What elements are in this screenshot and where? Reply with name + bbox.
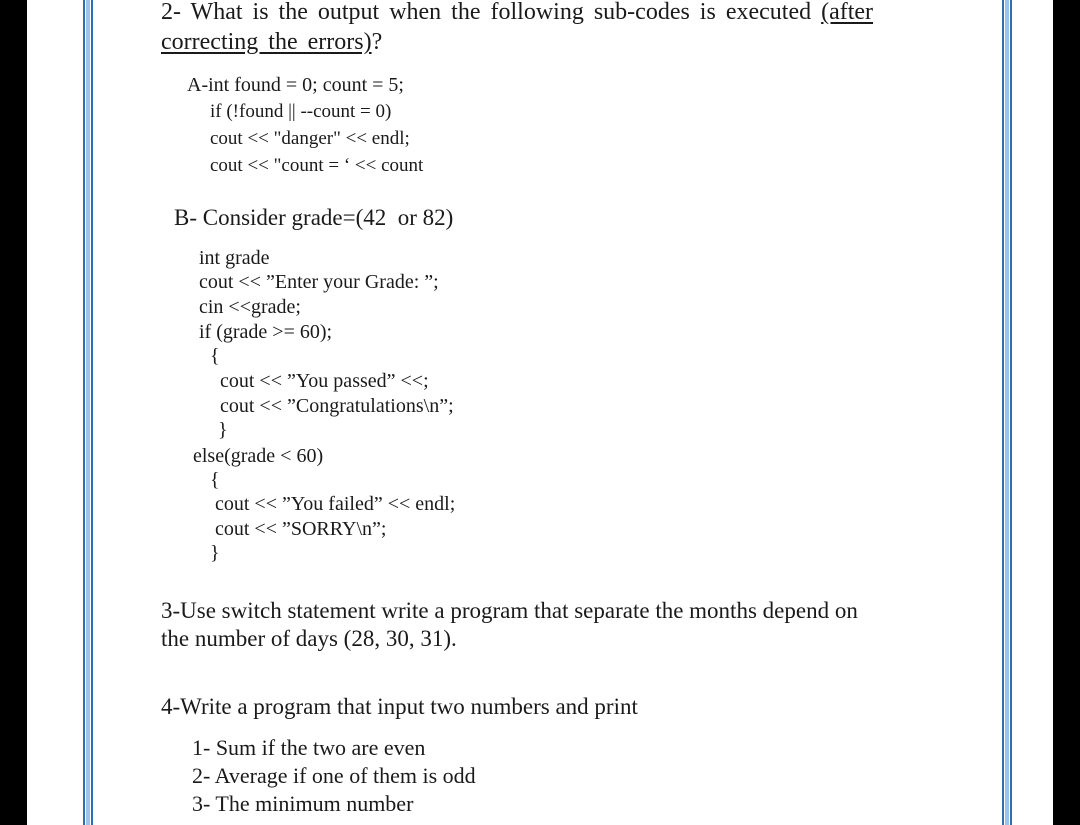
part-b-line-10: { xyxy=(210,469,220,491)
part-a-line-2: if (!found || --count = 0) xyxy=(210,101,392,122)
question-4-item-3: 3- The minimum number xyxy=(192,791,414,816)
question-3-line-2: the number of days (28, 30, 31). xyxy=(161,626,457,651)
part-b-line-4: if (grade >= 60); xyxy=(199,321,333,343)
part-a-line-3: cout << "danger" << endl; xyxy=(210,128,410,149)
part-b-line-7: cout << ”Congratulations\n”; xyxy=(220,395,454,417)
part-b-header: B- Consider grade=(42 or 82) xyxy=(174,205,454,230)
part-b-line-5: { xyxy=(210,345,220,367)
part-b-line-13: } xyxy=(210,542,220,564)
part-b-line-8: } xyxy=(218,419,228,441)
part-a-line-4: cout << "count = ‘ << count xyxy=(210,155,424,176)
question-4-line-1: 4-Write a program that input two numbers and print xyxy=(161,694,638,719)
part-b-line-1: int grade xyxy=(199,247,270,269)
part-b-line-3: cin <<grade; xyxy=(199,296,301,318)
part-b-line-9: else(grade < 60) xyxy=(193,445,324,467)
part-a-line-1: A-int found = 0; count = 5; xyxy=(187,74,404,96)
part-b-line-6: cout << ”You passed” <<; xyxy=(220,370,429,392)
question-2-line-1: 2- What is the output when the following sub-codes is executed (after xyxy=(161,0,874,25)
part-b-line-2: cout << ”Enter your Grade: ”; xyxy=(199,271,439,293)
question-4-item-1: 1- Sum if the two are even xyxy=(192,735,426,760)
question-4-item-2: 2- Average if one of them is odd xyxy=(192,763,476,788)
page-border-right xyxy=(1002,0,1012,825)
question-3-line-1: 3-Use switch statement write a program that separate the months depend on xyxy=(161,598,858,623)
part-b-line-12: cout << ”SORRY\n”; xyxy=(215,518,387,540)
question-2-line-2: correcting the errors)? xyxy=(161,29,383,55)
page-border-left xyxy=(83,0,93,825)
part-b-line-11: cout << ”You failed” << endl; xyxy=(215,493,456,515)
